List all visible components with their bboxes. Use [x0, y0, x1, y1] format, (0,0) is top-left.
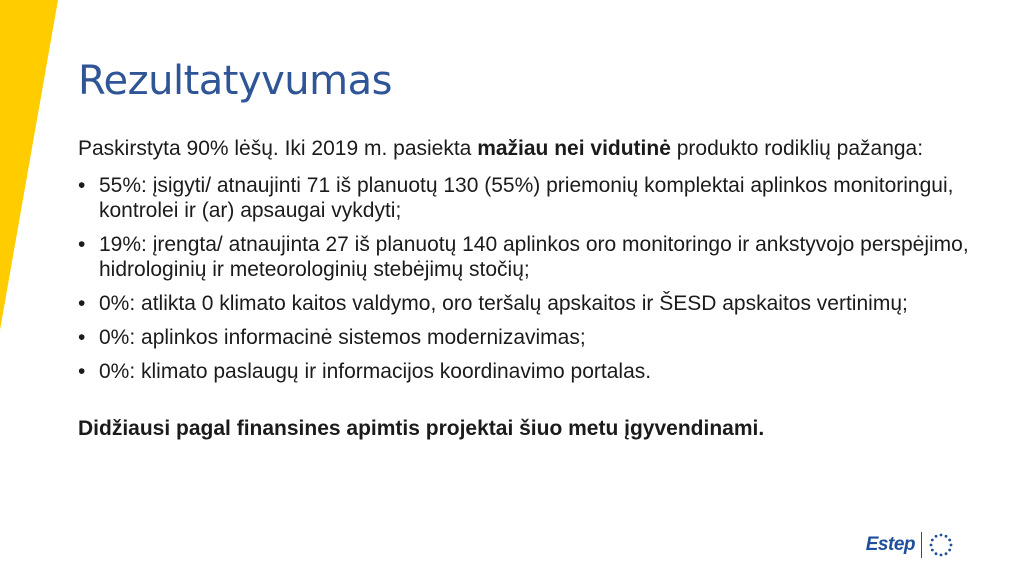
intro-text: Paskirstyta 90% lėšų. Iki 2019 m. pasiekta: [78, 137, 478, 160]
list-item-text: 0%: klimato paslaugų ir informacijos koordinavimo portalas.: [99, 360, 652, 383]
list-item-text: 0%: atlikta 0 klimato kaitos valdymo, oro teršalų apskaitos ir ŠESD apskaitos vertinimų;: [99, 292, 908, 315]
list-item: [78, 232, 978, 282]
list-item: [78, 359, 978, 384]
eu-stars-icon: [928, 532, 954, 558]
results-list: [78, 173, 978, 384]
list-item-text: 55%: įsigyti/ atnaujinti 71 iš planuotų 130 (55%) priemonių komplektai aplinkos monitoringui, kontrolei ir (ar) apsaugai vykdyti;: [99, 174, 954, 222]
list-item-text: 19%: įrengta/ atnaujinta 27 iš planuotų 140 aplinkos oro monitoringo ir ankstyvojo perspėjimo, hidrologinių ir meteorologinių stebėjimų stočių;: [99, 233, 969, 281]
yellow-accent-bar: [0, 0, 60, 576]
bullet-icon: •: [78, 233, 86, 256]
bullet-icon: •: [78, 292, 86, 315]
intro-paragraph: [78, 136, 978, 161]
logo-text: Estep: [865, 534, 915, 555]
list-item: [78, 291, 978, 316]
intro-text-end: produkto rodiklių pažanga:: [670, 137, 924, 160]
slide-body: [78, 136, 978, 441]
conclusion-text: Didžiausi pagal finansines apimtis projektai šiuo metu įgyvendinami.: [78, 417, 765, 440]
list-item: [78, 173, 978, 223]
slide-title: Rezultatyvumas: [78, 58, 392, 104]
logo-divider: [921, 532, 922, 558]
estep-logo: [866, 530, 954, 560]
bullet-icon: •: [78, 174, 86, 197]
list-item: [78, 325, 978, 350]
list-item-text: 0%: aplinkos informacinė sistemos modernizavimas;: [99, 326, 586, 349]
bullet-icon: •: [78, 326, 86, 349]
bullet-icon: •: [78, 360, 86, 383]
intro-emphasis: mažiau nei vidutinė: [477, 137, 671, 160]
